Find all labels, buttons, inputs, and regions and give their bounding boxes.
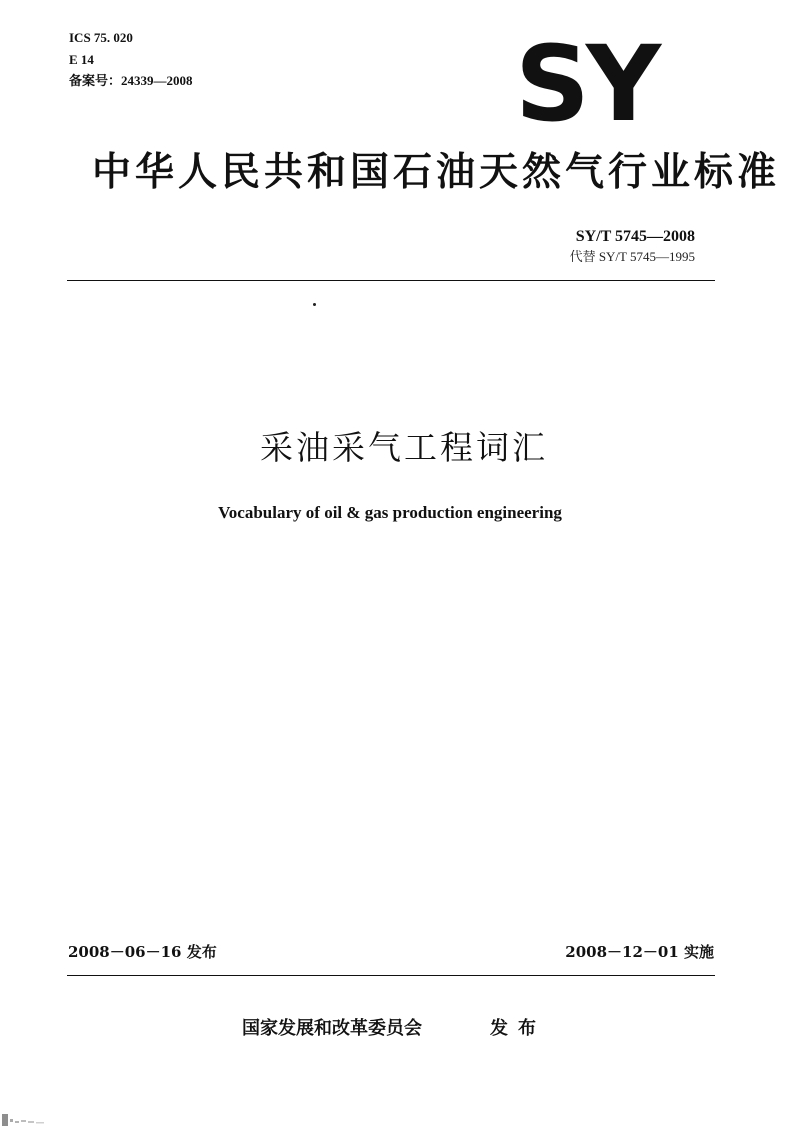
top-divider bbox=[67, 280, 715, 281]
standard-number: SY/T 5745—2008 bbox=[575, 228, 695, 245]
category-code: E 14 bbox=[69, 52, 94, 67]
industry-standard-title: 中华人民共和国石油天然气行业标准 bbox=[92, 150, 781, 195]
ics-code: ICS 75. 020 bbox=[69, 30, 133, 45]
document-title-en: Vocabulary of oil & gas production engineering bbox=[218, 503, 562, 522]
publisher-name: 国家发展和改革委员会 bbox=[242, 1018, 422, 1039]
replaces-standard: 代替 SY/T 5745—1995 bbox=[569, 249, 695, 264]
filing-number: 备案号：24339—2008 bbox=[69, 73, 193, 88]
scan-dot bbox=[313, 303, 316, 306]
issue-date: 2008－06－16 发布 bbox=[68, 943, 217, 961]
scan-artifact-icon bbox=[2, 1113, 46, 1127]
effective-date: 2008－12－01 实施 bbox=[565, 943, 714, 961]
bottom-divider bbox=[67, 975, 715, 976]
publish-label: 发布 bbox=[490, 1018, 546, 1039]
document-title-cn: 采油采气工程词汇 bbox=[260, 428, 548, 467]
sy-logo: SY bbox=[515, 23, 658, 145]
